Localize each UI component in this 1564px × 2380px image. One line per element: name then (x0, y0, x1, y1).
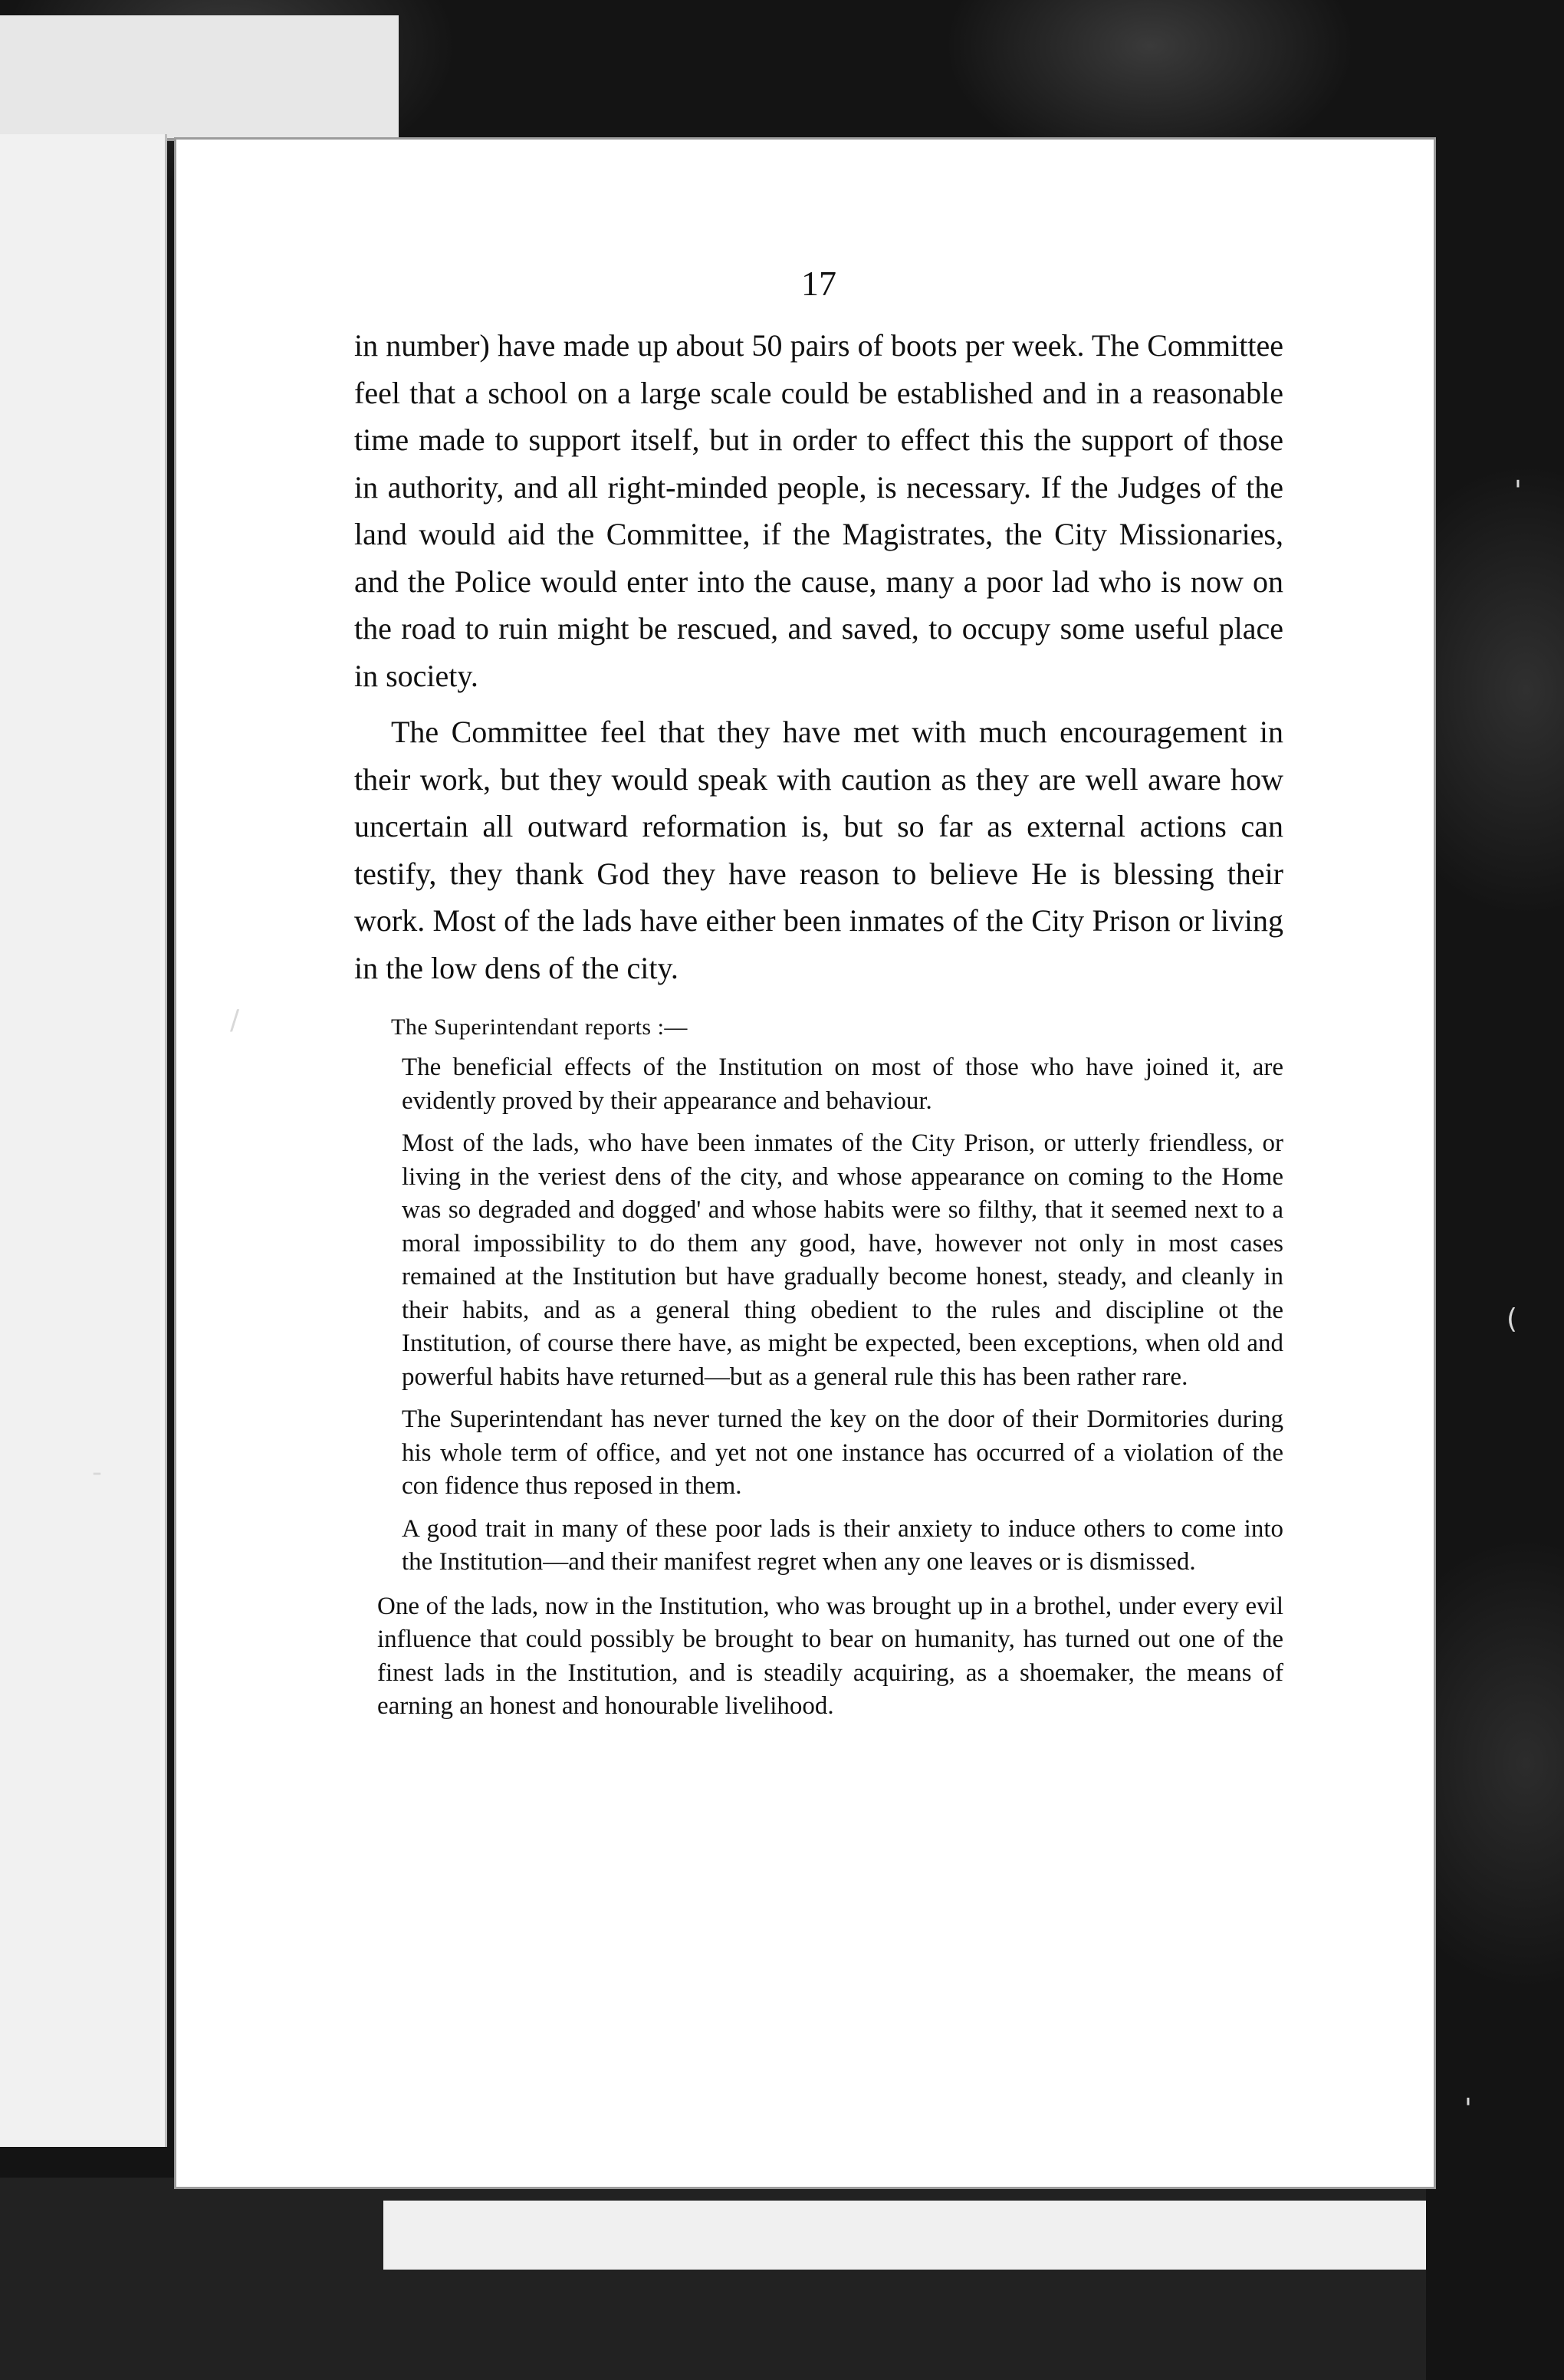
scan-speck-2: ( (1506, 1303, 1518, 1335)
report-paragraph-4: A good trait in many of these poor lads is their anxiety to induce others to come into the Institution—and their manifest regret when any one leaves or is dismissed. (402, 1514, 1283, 1576)
book-page (176, 140, 1434, 2187)
scan-speck-4: - (92, 1457, 102, 1488)
scan-speck-1: ' (1514, 475, 1522, 507)
scan-speck-5: / (230, 1004, 240, 1036)
closing-paragraph: One of the lads, now in the Institution, who was brought up in a brothel, under every evil influence that could possibly be brought to bear on humanity, has turned out one of the finest lads in the Institution, and is steadily acquiring, as a shoemaker, the means of earning an honest and honourable livelihood. (377, 1592, 1283, 1720)
paragraph-1: in number) have made up about 50 pairs of boots per week. The Committee feel that a school on a large scale could be established and in a reasonable time made to support itself, but in order to effect this the support of those in authority, and all right-minded people, is necessary. If the Judges of the land would aid the Committee, if the Magistrates, the City Missionaries, and the Police would enter into the cause, many a poor lad who is now on the road to ruin might be rescued, and saved, to occupy some useful place in society. (354, 328, 1283, 693)
page-bottom-edge (383, 2201, 1426, 2270)
report-paragraph-1: The beneficial effects of the Institution on most of those who have joined it, are evidently proved by their appearance and behaviour. (402, 1054, 1283, 1115)
report-paragraph-3: The Superintendant has never turned the key on the door of their Dormitories during his whole term of office, and yet not one instance has occurred of a violation of the con fidence thus reposed in them. (402, 1405, 1283, 1500)
facing-page-edge-top (0, 15, 399, 141)
report-label: The Superintendant reports :— (391, 1014, 688, 1040)
page-text (354, 262, 1283, 1733)
report-paragraph-2: Most of the lads, who have been inmates of the City Prison, or utterly friendless, or living in the veriest dens of the city, and whose appearance on coming to the Home was so degraded and dogged' and whose habits were so filthy, that it seemed next to a moral impossibility to do them any good, have, however not only in most cases remained at the Institution but have gradually become honest, steady, and cleanly in their habits, and as a general thing obedient to the rules and discipline ot the Institution, of course there have, as might be expected, been exceptions, when old and powerful habits have returned—but as a general rule this has been rather rare. (402, 1129, 1283, 1391)
page-number: 17 (801, 264, 836, 303)
paragraph-2: The Committee feel that they have met with much encouragement in their work, but they would speak with caution as they are well aware how uncertain all outward reformation is, but so far as external actions can testify, they thank God they have reason to believe He is blessing their work. Most of the lads have either been inmates of the City Prison or living in the low dens of the city. (354, 715, 1283, 985)
scan-speck-3: ' (1464, 2093, 1472, 2125)
facing-page (0, 134, 167, 2147)
